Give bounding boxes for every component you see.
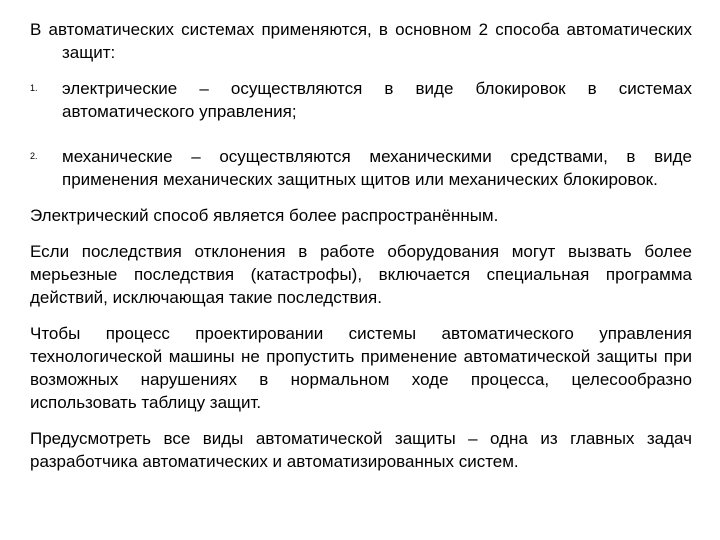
list-item-text: электрические – осуществляются в виде блокировок в системах автоматического управления; — [62, 79, 692, 121]
list-item — [30, 77, 692, 123]
list-number: 2. — [30, 151, 38, 161]
slide-content — [30, 18, 692, 486]
body-paragraph: Электрический способ является более распространённым. — [30, 206, 499, 225]
list-item — [30, 145, 692, 191]
body-paragraph: Предусмотреть все виды автоматической защиты – одна из главных задач разработчика автоматических и автоматизированных систем. — [30, 429, 692, 471]
body-paragraph: Чтобы процесс проектировании системы автоматического управления технологической машины не пропустить применение автоматической защиты при возможных нарушениях в нормальном ходе процесса, целесообразно использовать таблицу защит. — [30, 324, 692, 412]
body-paragraph: Если последствия отклонения в работе оборудования могут вызвать более мерьезные последствия (катастрофы), включается специальная программа действий, исключающая такие последствия. — [30, 242, 692, 307]
intro-paragraph: В автоматических системах применяются, в основном 2 способа автоматических защит: — [30, 20, 692, 62]
list-item-text: механические – осуществляются механическими средствами, в виде применения механических защитных щитов или механических блокировок. — [62, 147, 692, 189]
list-number: 1. — [30, 83, 38, 93]
